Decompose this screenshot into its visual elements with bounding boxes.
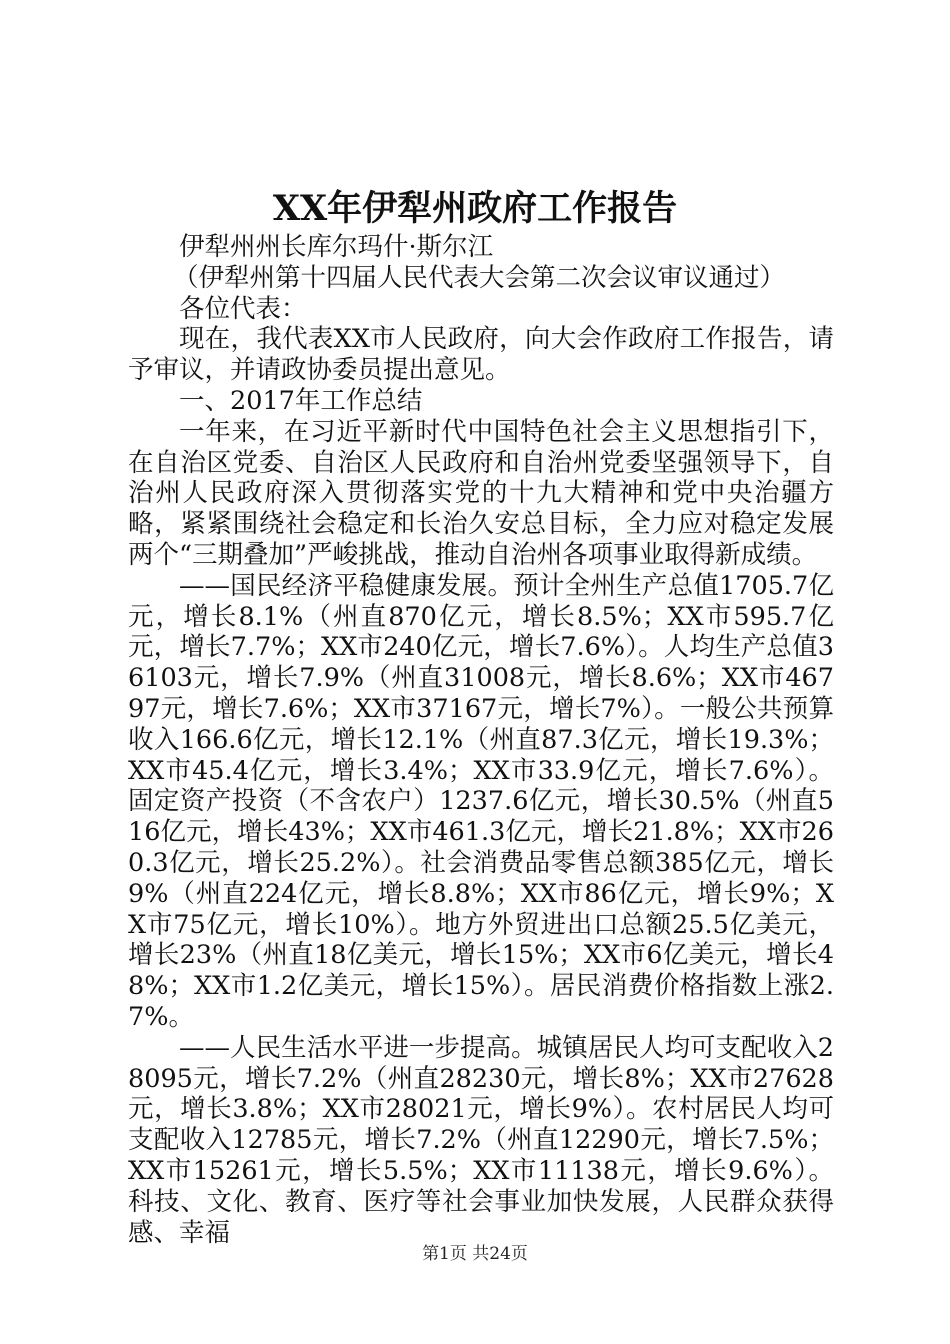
paragraph-intro: 现在，我代表XX市人民政府，向大会作政府工作报告，请予审议，并请政协委员提出意见。 (128, 324, 834, 386)
page-footer: 第1页 共24页 (422, 1244, 528, 1264)
approval-line: （伊犁州第十四届人民代表大会第二次会议审议通过） (173, 262, 786, 293)
section-heading: 一、2017年工作总结 (179, 385, 423, 416)
paragraph-summary: 一年来，在习近平新时代中国特色社会主义思想指引下，在自治区党委、自治区人民政府和自治州党委坚强领导下，自治州人民政府深入贯彻落实党的十九大精神和党中央治疆方略，紧紧围绕社会稳定和长治久安总目标，全力应对稳定发展两个“三期叠加”严峻挑战，推动自治州各项事业取得新成绩。 (128, 416, 834, 570)
document-body (128, 232, 834, 1248)
paragraph-economy: ——国民经济平稳健康发展。预计全州生产总值1705.7亿元，增长8.1%（州直870亿元，增长8.5%；XX市595.7亿元，增长7.7%；XX市240亿元，增长7.6%）。人均生产总值36103元，增长7.9%（州直31008元，增长8.6%；XX市46797元，增长7.6%；XX市37167元，增长7%）。一般公共预算收入166.6亿元，增长12.1%（州直87.3亿元，增长19.3%；XX市45.4亿元，增长3.4%；XX市33.9亿元，增长7.6%）。固定资产投资（不含农户）1237.6亿元，增长30.5%（州直516亿元，增长43%；XX市461.3亿元，增长21.8%；XX市260.3亿元，增长25.2%）。社会消费品零售总额385亿元，增长9%（州直224亿元，增长8.8%；XX市86亿元，增长9%；XX市75亿元，增长10%）。地方外贸进出口总额25.5亿美元，增长23%（州直18亿美元，增长15%；XX市6亿美元，增长48%；XX市1.2亿美元，增长15%）。居民消费价格指数上涨2.7%。 (128, 570, 834, 1032)
paragraph-living-standards: ——人民生活水平进一步提高。城镇居民人均可支配收入28095元，增长7.2%（州直28230元，增长8%；XX市27628元，增长3.8%；XX市28021元，增长9%）。农村居民人均可支配收入12785元，增长7.2%（州直12290元，增长7.5%；XX市15261元，增长5.5%；XX市11138元，增长9.6%）。科技、文化、教育、医疗等社会事业加快发展，人民群众获得感、幸福 (128, 1032, 834, 1248)
salutation: 各位代表： (179, 293, 307, 324)
author-line: 伊犁州州长库尔玛什·斯尔江 (179, 232, 494, 262)
document-title: XX年伊犁州政府工作报告 (272, 188, 678, 229)
